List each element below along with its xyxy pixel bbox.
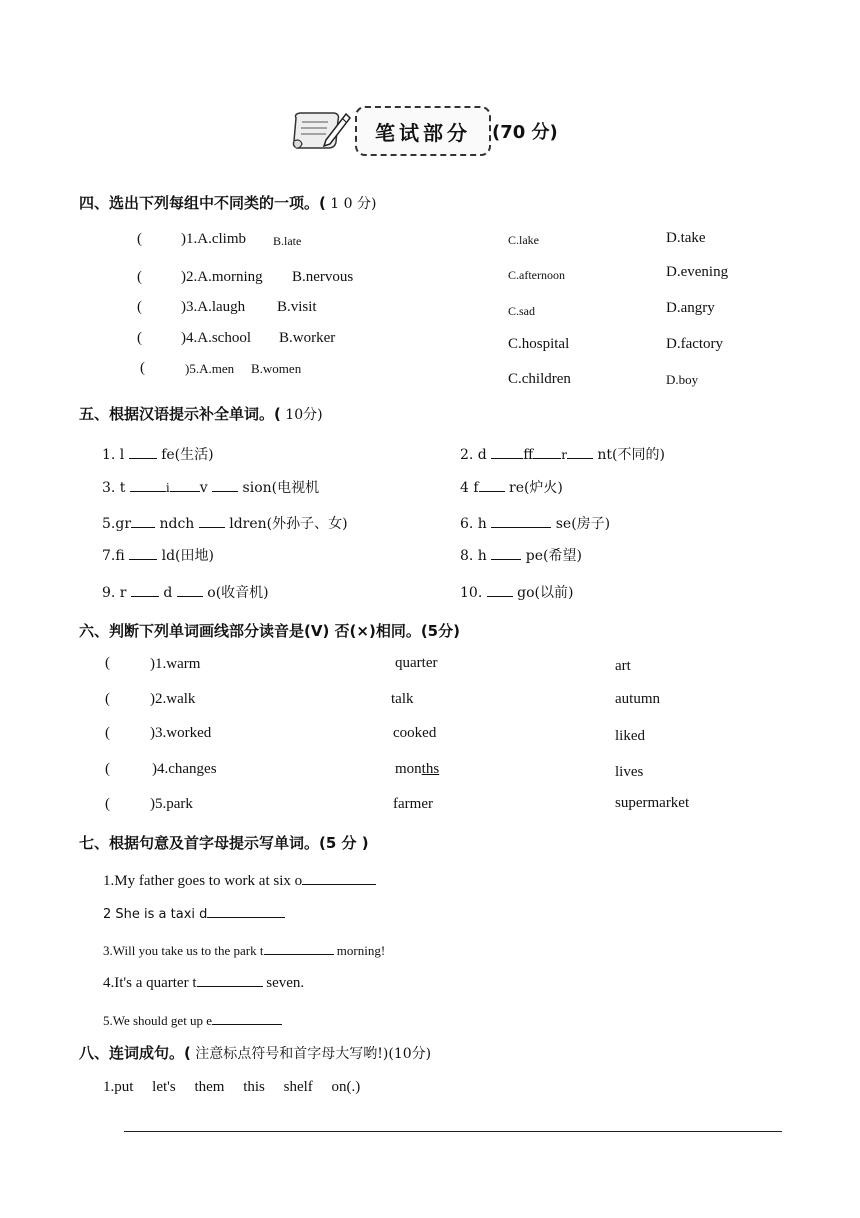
section-7-heading: 七、根据句意及首字母提示写单词。(5 分 ) xyxy=(79,834,369,852)
s4-q4-b: B.worker xyxy=(279,330,336,346)
s8-q1: 1.put let's them this shelf on(.) xyxy=(103,1079,361,1095)
section-8-title: 八、连词成句。( xyxy=(79,1044,191,1062)
s4-q5-a: )5.A.men xyxy=(185,361,235,376)
s6-q4-b: months xyxy=(395,761,440,777)
s7-q2: 2 She is a taxi d xyxy=(103,903,285,922)
s5-q4: 4 f re(炉火) xyxy=(460,477,563,497)
section-4-heading xyxy=(79,192,377,213)
s4-q5-d: D.boy xyxy=(666,372,699,387)
s4-q2-paren: ( xyxy=(137,269,142,285)
s6-q3-paren: ( xyxy=(105,725,110,741)
s4-q1-paren: ( xyxy=(137,231,142,247)
section-6-heading: 六、判断下列单词画线部分读音是(V) 否(×)相同。(5分) xyxy=(79,622,460,640)
s6-q5-paren: ( xyxy=(105,796,110,812)
s4-q5-paren: ( xyxy=(140,360,145,376)
s6-q2-b: talk xyxy=(391,691,414,707)
section-8-heading xyxy=(79,1042,431,1063)
s4-q1-b: B.late xyxy=(273,234,302,248)
s7-q4: 4.It's a quarter t seven. xyxy=(103,972,304,992)
banner-score: (70 分) xyxy=(492,122,558,143)
s6-q1-paren: ( xyxy=(105,655,110,671)
s5-q8: 8. h pe(希望) xyxy=(460,545,582,565)
s5-q2: 2. d ff r nt(不同的) xyxy=(460,444,665,464)
s6-q1-b: quarter xyxy=(395,655,438,671)
s7-q5: 5.We should get up e xyxy=(103,1010,282,1029)
section-5-title: 五、根据汉语提示补全单词。( xyxy=(79,405,281,423)
s4-q5-c: C.children xyxy=(508,371,571,387)
s4-q4-d: D.factory xyxy=(666,336,724,352)
section-5-score: 10分) xyxy=(280,407,323,423)
scroll-pen-icon xyxy=(290,108,352,152)
s4-q1-c: C.lake xyxy=(508,233,539,247)
s6-q4-a: )4.changes xyxy=(152,761,217,777)
s4-q3-a: )3.A.laugh xyxy=(181,299,246,315)
banner-title: 笔试部分 xyxy=(375,120,471,145)
s5-q10: 10. go(以前) xyxy=(460,582,573,602)
section-4-title: 四、选出下列每组中不同类的一项。( xyxy=(79,194,326,212)
s6-q2-paren: ( xyxy=(105,691,110,707)
s6-q5-c: supermarket xyxy=(615,795,690,811)
s7-q3: 3.Will you take us to the park t morning! xyxy=(103,940,385,959)
s5-q5: 5.gr ndch ldren(外孙子、女) xyxy=(102,513,348,533)
s4-q3-d: D.angry xyxy=(666,300,715,316)
s4-q2-a: )2.A.morning xyxy=(181,269,263,285)
s5-q1: 1. l fe(生活) xyxy=(102,444,214,464)
s6-q2-a: )2.walk xyxy=(150,691,196,707)
section-4-score: 1 0 分) xyxy=(325,196,377,212)
s4-q2-c: C.afternoon xyxy=(508,268,565,282)
s6-q4-c: lives xyxy=(615,764,644,780)
s6-q5-b: farmer xyxy=(393,796,433,812)
s5-q6: 6. h se(房子) xyxy=(460,513,610,533)
s6-q3-b: cooked xyxy=(393,725,437,741)
s4-q2-b: B.nervous xyxy=(292,269,354,285)
s4-q3-c: C.sad xyxy=(508,304,535,318)
s6-q2-c: autumn xyxy=(615,691,660,707)
section-8-note: 注意标点符号和首字母大写哟!)(10分) xyxy=(190,1046,432,1062)
s4-q4-c: C.hospital xyxy=(508,336,570,352)
s6-q4-paren: ( xyxy=(105,761,110,777)
s4-q3-paren: ( xyxy=(137,299,142,315)
s4-q1-d: D.take xyxy=(666,230,706,246)
s4-q4-paren: ( xyxy=(137,330,142,346)
s6-q5-a: )5.park xyxy=(150,796,193,812)
s6-q3-c: liked xyxy=(615,728,645,744)
s5-q9: 9. r d o(收音机) xyxy=(102,582,269,602)
underlined-part: ths xyxy=(421,761,440,777)
s5-q7: 7.fi ld(田地) xyxy=(102,545,214,565)
section-5-heading xyxy=(79,403,323,424)
section-banner xyxy=(355,106,491,156)
s5-q3: 3. t i v sion(电视机 xyxy=(102,477,319,497)
s6-q1-c: art xyxy=(615,658,631,674)
s4-q5-b: B.women xyxy=(251,361,302,376)
s4-q3-b: B.visit xyxy=(277,299,317,315)
s6-q1-a: )1.warm xyxy=(150,656,201,672)
s4-q1-a: )1.A.climb xyxy=(181,231,246,247)
answer-line xyxy=(124,1131,782,1132)
s4-q2-d: D.evening xyxy=(666,264,729,280)
s7-q1: 1.My father goes to work at six o xyxy=(103,870,376,890)
s4-q4-a: )4.A.school xyxy=(181,330,251,346)
s6-q3-a: )3.worked xyxy=(150,725,212,741)
